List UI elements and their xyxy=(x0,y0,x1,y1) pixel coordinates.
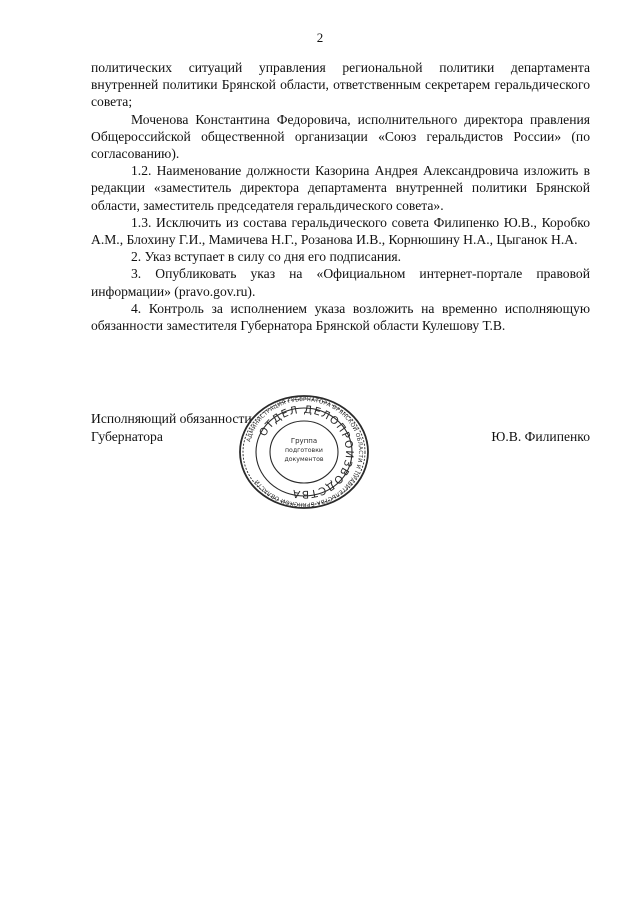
paragraph-4: 1.3. Исключить из состава геральдического совета Филипенко Ю.В., Коробко А.М., Блохину Г.И., Мамичева Н.Г., Розанова И.В., Корнюшину Н.А., Цыганок Н.А. xyxy=(91,214,590,248)
paragraph-2: Моченова Константина Федоровича, исполнительного директора правления Общероссийской общественной организации «Союз геральдистов России» (по согласованию). xyxy=(91,111,590,162)
document-body xyxy=(91,59,590,334)
stamp-center-line-2: подготовки xyxy=(285,447,323,454)
paragraph-5: 2. Указ вступает в силу со дня его подписания. xyxy=(131,249,402,265)
stamp-outer-text: АДМИНИСТРАЦИЯ ГУБЕРНАТОРА БРЯНСКОЙ ОБЛАСТИ И ПРАВИТЕЛЬСТВА БРЯНСКОЙ ОБЛАСТИ xyxy=(246,396,364,508)
stamp-seal xyxy=(235,393,373,511)
stamp-center-line-3: документов xyxy=(284,456,324,463)
paragraph-1: политических ситуаций управления региональной политики департамента внутренней политики Брянской области, ответственным секретарем геральдического совета; xyxy=(91,60,590,110)
signatory-title-line-1: Исполняющий обязанности xyxy=(91,411,252,426)
signatory-title-line-2: Губернатора xyxy=(91,429,163,444)
paragraph-3: 1.2. Наименование должности Казорина Андрея Александровича изложить в редакции «заместитель директора департамента внутренней политики Брянской области, заместитель председателя геральдического совета». xyxy=(91,163,590,213)
stamp-center-line-1: Группа xyxy=(290,437,318,445)
paragraph-7: 4. Контроль за исполнением указа возложить на временно исполняющую обязанности заместителя Губернатора Брянской области Кулешову Т.В. xyxy=(91,300,590,334)
signatory-name: Ю.В. Филипенко xyxy=(491,429,590,444)
stamp-middle-text: ОТДЕЛ ДЕЛОПРОИЗВОДСТВА xyxy=(257,403,356,501)
paragraph-6: 3. Опубликовать указ на «Официальном интернет-портале правовой информации» (pravo.gov.ru). xyxy=(91,266,590,299)
page-number: 2 xyxy=(316,30,324,45)
